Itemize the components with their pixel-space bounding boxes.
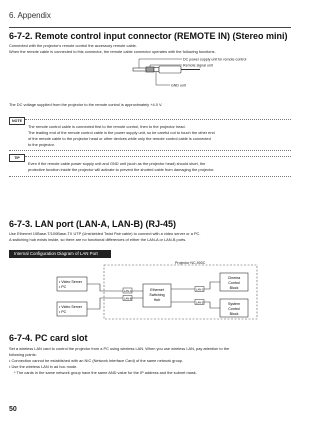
callout-dc-power: DC power supply unit for remote control bbox=[183, 57, 247, 62]
section-title-lan: 6-7-3. LAN port (LAN-A, LAN-B) (RJ-45) bbox=[9, 219, 176, 229]
note-divider-bottom bbox=[9, 150, 291, 151]
pc-card-bullet1: • Connection cannot be established with an NIC (Network Interface Card) of the same network group. bbox=[9, 358, 184, 363]
tip-divider-top bbox=[25, 156, 291, 157]
note-line3: of the remote cable to the projector head or other devices while only the remote control cable is connected bbox=[28, 136, 211, 141]
section-title-pc-card: 6-7-4. PC card slot bbox=[9, 333, 88, 343]
device2-line1: • Video Server bbox=[59, 305, 82, 309]
lan-configuration-diagram bbox=[0, 258, 300, 320]
section-title-remote: 6-7-2. Remote control input connector (REMOTE IN) (Stereo mini) bbox=[9, 31, 288, 41]
cinema-line2: Control bbox=[228, 281, 240, 285]
remote-intro-line2: When the remote cable is connected to this connector, the remote cable connector operates with the following functions. bbox=[9, 49, 216, 54]
pc-card-line2: following points: bbox=[9, 352, 37, 357]
callout-gnd: GND unit bbox=[171, 83, 186, 88]
tip-divider-bottom bbox=[9, 176, 291, 177]
device1-line2: • PC bbox=[59, 285, 67, 289]
callout-remote-signal: Remote signal unit bbox=[183, 63, 213, 68]
note-line2: The leading end of the remote control cable is the power supply unit, so be careful not to touch the other end bbox=[28, 130, 215, 135]
note-line4: to the projector. bbox=[28, 142, 55, 147]
device1-line1: • Video Server bbox=[59, 280, 82, 284]
hub-line3: Hub bbox=[153, 298, 161, 302]
internal-port-b-label: LAN-D bbox=[196, 301, 204, 305]
lan-b-label: LAN-B bbox=[124, 297, 132, 301]
remote-intro-line1: Connected with the projector's remote control the accessory remote cable. bbox=[9, 43, 137, 48]
tip-line1: Even if the remote cable power supply unit and GND unit (such as the projector head) should short, the bbox=[28, 161, 206, 166]
page-number: 50 bbox=[9, 406, 17, 413]
note-line1: The remote control cable is connected first to the remote control, then to the projector head. bbox=[28, 124, 186, 129]
lan-line2: A switching hub exists inside, so there are no functional differences of either the LAN-A or LAN-B ports. bbox=[9, 237, 187, 242]
system-line3: Block bbox=[229, 312, 239, 316]
hub-line2: Switching bbox=[149, 293, 165, 297]
device2-line2: • PC bbox=[59, 310, 67, 314]
lan-line1: Use Ethernet 10Base-T/100Base-TX UTP (Unshielded Twist Pair cable) to connect with a video server or a PC. bbox=[9, 231, 201, 236]
pc-card-bullet2: • Use the wireless LAN in ad hoc mode. bbox=[9, 364, 78, 369]
hub-line1: Ethernet bbox=[150, 288, 164, 292]
system-line1: System bbox=[228, 302, 240, 306]
pc-card-line1: Set a wireless LAN card to control the projector from a PC using wireless LAN. When you use wireless LAN, pay attention to the bbox=[9, 346, 230, 351]
pc-card-footnote: * The cards in the same network group have the same AND value for the IP address and the subnet mask. bbox=[14, 370, 197, 375]
cinema-line1: Cinema bbox=[227, 276, 241, 280]
lan-diagram-banner: Internal Configuration Diagram of LAN Port bbox=[9, 250, 111, 258]
note-divider-top bbox=[25, 119, 291, 120]
note-label: NOTE bbox=[9, 117, 25, 125]
voltage-text: The DC voltage supplied from the projector to the remote control is approximately +4.0 V. bbox=[9, 102, 163, 107]
tip-line2: protective function inside the projector will activate to prevent the shorted cable from damaging the projector. bbox=[28, 167, 215, 172]
tip-label: TIP bbox=[9, 154, 25, 162]
internal-port-a-label: LAN-C bbox=[196, 288, 204, 292]
projector-label: Projector NC-900C bbox=[175, 261, 206, 265]
system-line2: Control bbox=[228, 307, 240, 311]
remote-connector-diagram bbox=[0, 55, 300, 97]
chapter-title: 6. Appendix bbox=[9, 11, 51, 20]
lan-a-label: LAN-A bbox=[124, 289, 132, 293]
cinema-line3: Block bbox=[229, 286, 239, 290]
page-header bbox=[9, 10, 291, 28]
